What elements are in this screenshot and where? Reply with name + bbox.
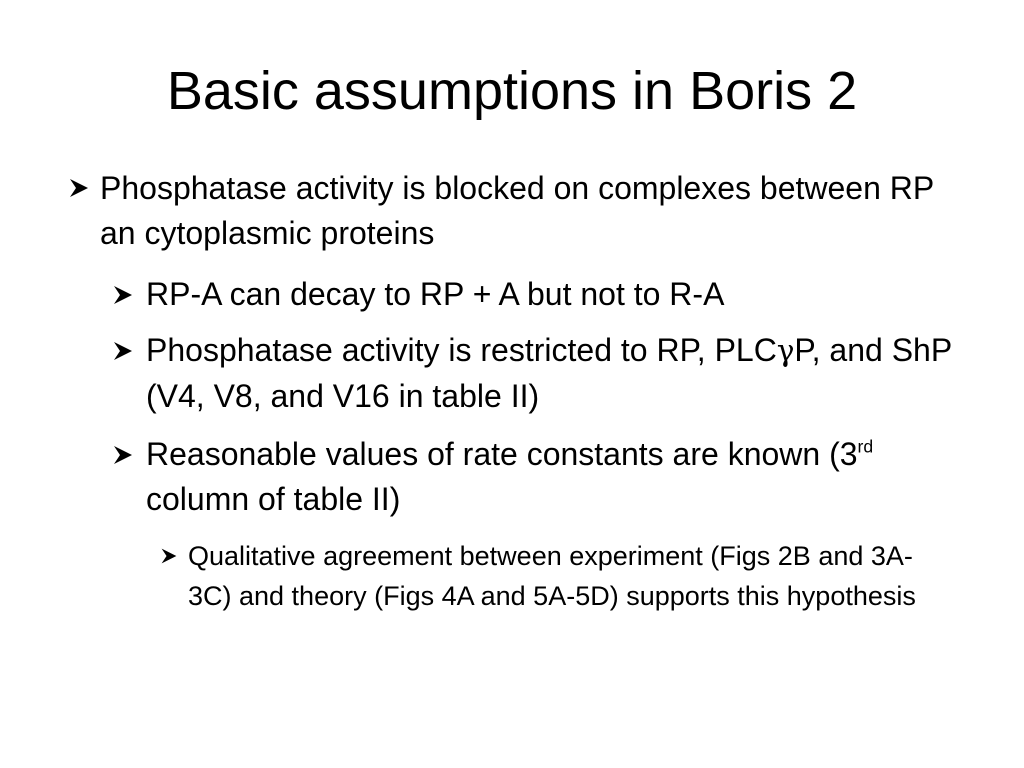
arrowhead-bullet-icon xyxy=(68,177,100,199)
bullet-level1 xyxy=(68,166,948,256)
bullet-level2 xyxy=(112,328,972,419)
arrowhead-bullet-icon xyxy=(112,340,146,362)
bullet-text-part: Reasonable values of rate constants are known (3 xyxy=(146,436,858,472)
bullet-text: RP-A can decay to RP + A but not to R-A xyxy=(146,276,725,312)
bullet-level3 xyxy=(160,536,950,616)
bullet-text: Phosphatase activity is blocked on complexes between RP an cytoplasmic proteins xyxy=(100,170,934,251)
arrowhead-bullet-icon xyxy=(112,284,146,306)
bullet-text: Qualitative agreement between experiment (Figs 2B and 3A-3C) and theory (Figs 4A and 5A-5D) supports this hypothesis xyxy=(188,541,916,611)
arrowhead-bullet-icon xyxy=(160,547,188,565)
bullet-text-part: P, and ShP (V4, V8, and V16 in table II) xyxy=(146,332,952,414)
gamma-symbol: γ xyxy=(776,334,795,368)
bullet-text-part: column of table II) xyxy=(146,481,401,517)
slide-title: Basic assumptions in Boris 2 xyxy=(166,61,858,121)
bullet-level2 xyxy=(112,272,972,317)
bullet-text xyxy=(146,432,972,522)
superscript-rd: rd xyxy=(857,436,874,457)
bullet-level2 xyxy=(112,432,972,522)
arrowhead-bullet-icon xyxy=(112,444,146,466)
bullet-text-part: Phosphatase activity is restricted to RP, PLC xyxy=(146,332,777,368)
bullet-text xyxy=(146,328,972,419)
